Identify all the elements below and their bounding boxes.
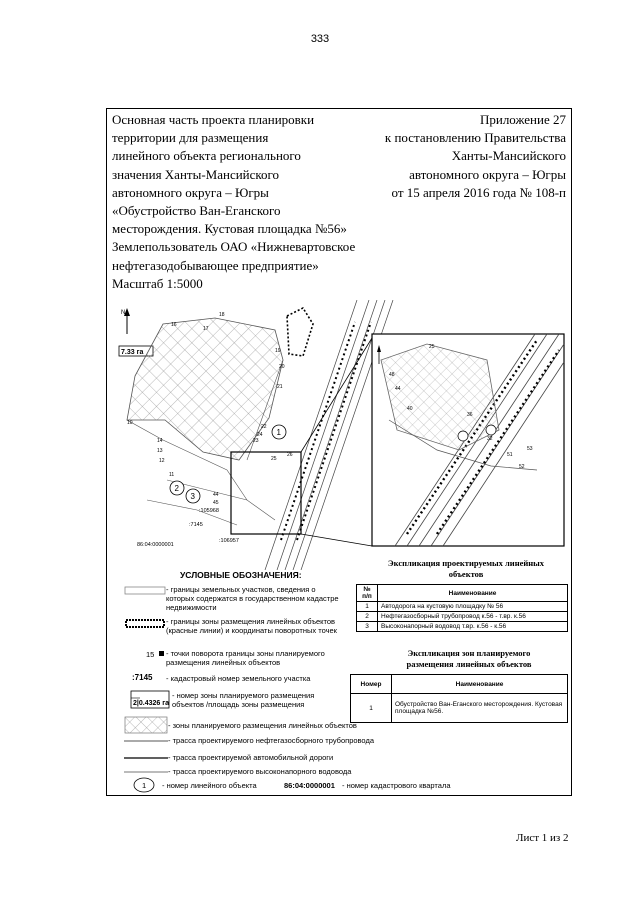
point-label: 14	[157, 438, 163, 444]
point-label: 18	[219, 312, 225, 318]
zoom-box	[231, 452, 301, 534]
sheet-number: Лист 1 из 2	[516, 832, 569, 844]
point-label: 26	[287, 452, 293, 458]
table-cell: 1	[351, 694, 392, 723]
pipeline-swatch	[124, 739, 168, 743]
header-left-line: месторождения. Кустовая площадка №56»	[112, 221, 347, 237]
inset-point-label: 52	[519, 464, 525, 470]
boundary-dotted	[287, 308, 313, 356]
table-header: Наименование	[392, 675, 568, 694]
point-label: 21	[277, 384, 283, 390]
zone-hatch-swatch	[124, 716, 168, 734]
table-header: Номер	[351, 675, 392, 694]
point-label: 22	[261, 424, 267, 430]
legend-item: - номер линейного объекта	[162, 781, 257, 790]
table-row	[357, 622, 568, 632]
inset-point-label: 48	[389, 372, 395, 378]
header-left-line: нефтегазодобывающее предприятие»	[112, 257, 319, 273]
header-left-line: автономного округа – Югры	[112, 184, 269, 200]
header-right-line: Приложение 27	[479, 112, 566, 127]
legend-item: - трасса проектируемой автомобильной дороги	[168, 753, 334, 762]
legend-item: - трасса проектируемого нефтегазосборного трубопровода	[168, 736, 374, 745]
point-marker-icon	[159, 651, 165, 657]
planning-map	[107, 300, 571, 570]
quarter-sample: 86:04:0000001	[284, 781, 335, 790]
expl-zones-table	[350, 674, 568, 723]
legend-item: - трасса проектируемого высоконапорного водовода	[168, 767, 352, 776]
cadastral-label: :105968	[199, 508, 219, 514]
area-label: 7.33 га	[121, 349, 144, 356]
inset-point-label: 40	[407, 406, 413, 412]
header-right-line: автономного округа – Югры	[409, 166, 566, 182]
object-marker-label: 1	[276, 428, 281, 437]
table-cell: Высоконапорный водовод т.вр. к.56 - к.56	[378, 622, 568, 632]
point-label: 16	[171, 322, 177, 328]
point-label: 44	[213, 492, 219, 498]
header-right-line: к постановлению Правительства	[384, 130, 566, 146]
pipeline-dotted	[281, 322, 371, 540]
header-left-line: Масштаб 1:5000	[112, 275, 203, 291]
table-row	[351, 694, 568, 723]
inset-point-label: 36	[467, 412, 473, 418]
page-number: 333	[310, 33, 330, 45]
header-left-line: линейного объекта регионального	[112, 148, 301, 164]
legend-title: УСЛОВНЫЕ ОБОЗНАЧЕНИЯ:	[180, 570, 302, 580]
legend-item: - границы земельных участков, сведения о которых содержатся в государственном кадастре недвижимости	[166, 585, 339, 612]
inset-point-label: 32	[487, 436, 493, 442]
header-left-line: значения Ханты-Мансийского	[112, 166, 280, 182]
point-label: 20	[279, 364, 285, 370]
expl-linear-table	[356, 584, 568, 632]
legend-item: - кадастровый номер земельного участка	[166, 674, 311, 683]
object-marker	[486, 425, 496, 435]
table-header: Наименование	[378, 585, 568, 602]
table-row	[357, 612, 568, 622]
legend-item: - номер зоны планируемого размещения объектов /площадь зоны размещения	[172, 691, 315, 709]
legend-item: - точки поворота границы зоны планируемого размещения линейных объектов	[166, 649, 325, 667]
zone-sample: 2|0.4326 га	[133, 700, 170, 707]
point-label: 10	[127, 420, 133, 426]
quarter-text: - номер кадастрового квартала	[342, 781, 451, 790]
header-right-line: от 15 апреля 2016 года № 108-п	[391, 184, 566, 200]
inset-map	[372, 334, 564, 546]
table-cell: 2	[357, 612, 378, 622]
header-left-line: территории для размещения	[112, 130, 269, 146]
point-label: 11	[169, 472, 175, 478]
table-cell: Нефтегазосборный трубопровод к.56 - т.вр. к.56	[378, 612, 568, 622]
well-pad-area	[127, 318, 283, 460]
point-label: 17	[203, 326, 209, 332]
cadastral-quarter-label: 86:04:0000001	[137, 542, 174, 548]
road-swatch	[124, 756, 168, 760]
point-sample: 15	[146, 650, 155, 659]
point-label: 13	[157, 448, 163, 454]
point-label: 45	[213, 500, 219, 506]
inset-point-label: 25	[429, 344, 435, 350]
object-sample: 1	[142, 781, 147, 790]
object-marker-label: 2	[174, 484, 179, 493]
expl-zones-title: Экспликация зон планируемого размещения линейных объектов	[406, 648, 532, 669]
cadastre-sample: :7145	[132, 673, 153, 682]
point-label: 19	[275, 348, 281, 354]
inset-point-label: 51	[507, 452, 513, 458]
point-label: 24	[257, 432, 263, 438]
water-pipeline-swatch	[124, 770, 168, 774]
header-left-line: Землепользователь ОАО «Нижневартовское	[112, 239, 356, 255]
table-cell: 3	[357, 622, 378, 632]
inset-point-label: 44	[395, 386, 401, 392]
header-left-line: Основная часть проекта планировки	[112, 112, 315, 127]
inset-point-label: 53	[527, 446, 533, 452]
north-label: N	[121, 310, 126, 316]
header-left-line: «Обустройство Ван-Еганского	[112, 203, 281, 219]
expl-linear-title: Экспликация проектируемых линейных объектов	[387, 558, 545, 579]
object-marker-label: 3	[190, 492, 195, 501]
zone-boundary-swatch	[124, 618, 166, 630]
point-label: 12	[159, 458, 165, 464]
parcel-boundary-swatch	[124, 586, 166, 596]
cadastral-label: :7145	[189, 522, 203, 528]
header-right-line: Ханты-Мансийского	[451, 148, 566, 164]
cadastral-label: :106957	[219, 538, 239, 544]
table-header: № п/п	[357, 585, 378, 602]
legend-item: - границы зоны размещения линейных объектов (красные линии) и координаты поворотных точек	[166, 617, 337, 635]
table-row	[357, 602, 568, 612]
table-cell: 1	[357, 602, 378, 612]
table-cell: Обустройство Ван-Еганского месторождения. Кустовая площадка №56.	[392, 694, 568, 723]
table-cell: Автодорога на кустовую площадку № 56	[378, 602, 568, 612]
object-marker	[458, 431, 468, 441]
point-label: 23	[253, 438, 259, 444]
header-right	[326, 111, 566, 202]
legend-item: - зоны планируемого размещения линейных объектов	[168, 721, 357, 730]
point-label: 25	[271, 456, 277, 462]
